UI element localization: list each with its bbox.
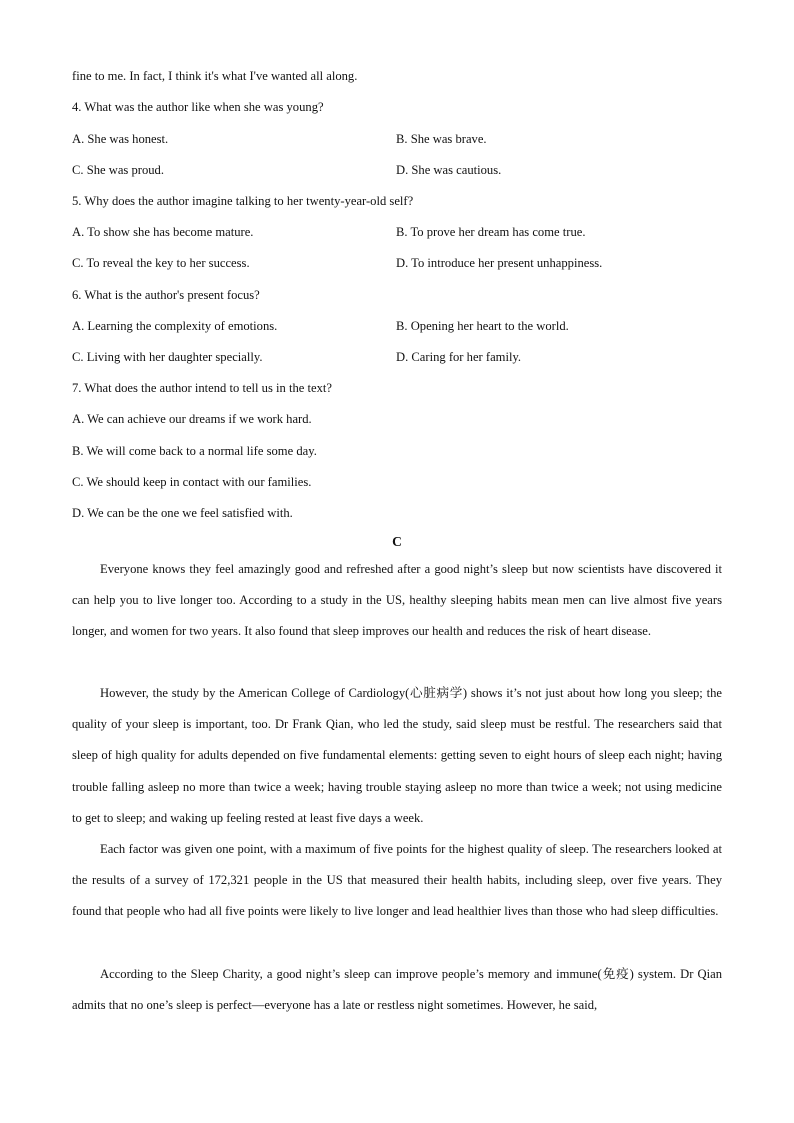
question-5-option-b: B. To prove her dream has come true. [396,225,586,239]
question-7-option-d: D. We can be the one we feel satisfied with. [72,506,293,520]
question-4-option-d: D. She was cautious. [396,163,502,177]
question-6-option-a: A. Learning the complexity of emotions. [72,319,278,333]
question-5-stem: 5. Why does the author imagine talking to her twenty-year-old self? [72,194,414,208]
passage-paragraph-4: According to the Sleep Charity, a good night’s sleep can improve people’s memory and immune(免疫) system. Dr Qian admits that no one’s sleep is perfect—everyone has a late or restless night sometimes. However, he said, [72,967,722,1013]
passage-paragraph-2: However, the study by the American College of Cardiology(心脏病学) shows it’s not just about how long you sleep; the quality of your sleep is important, too. Dr Frank Qian, who led the study, said sleep must be restful. The researchers said that sleep of high quality for adults depended on five fundamental elements: getting seven to eight hours of sleep each night; having trouble falling asleep no more than twice a week; having trouble staying asleep no more than twice a week; not using medicine to get to sleep; and waking up feeling rested at least five days a week. [72,686,722,825]
question-7-option-c: C. We should keep in contact with our families. [72,475,312,489]
section-heading: C [392,534,402,549]
question-5-option-d: D. To introduce her present unhappiness. [396,256,603,270]
passage-paragraph-3: Each factor was given one point, with a maximum of five points for the highest quality of sleep. The researchers looked at the results of a survey of 172,321 people in the US that measured their health habits, including sleep, over five years. They found that people who had all five points were likely to live longer and lead healthier lives than those who had sleep difficulties. [72,842,722,919]
question-6-option-d: D. Caring for her family. [396,350,522,364]
question-4-option-a: A. She was honest. [72,132,169,146]
question-4-option-b: B. She was brave. [396,132,487,146]
question-5-option-c: C. To reveal the key to her success. [72,256,250,270]
intro-line: fine to me. In fact, I think it's what I've wanted all along. [72,69,358,83]
question-6-stem: 6. What is the author's present focus? [72,288,260,302]
question-7-stem: 7. What does the author intend to tell us in the text? [72,381,332,395]
question-4-option-c: C. She was proud. [72,163,164,177]
passage-paragraph-1: Everyone knows they feel amazingly good and refreshed after a good night’s sleep but now scientists have discovered it can help you to live longer too. According to a study in the US, healthy sleeping habits mean men can live almost five years longer, and women for two years. It also found that sleep improves our health and reduces the risk of heart disease. [72,562,722,639]
question-6-option-c: C. Living with her daughter specially. [72,350,263,364]
question-7-option-a: A. We can achieve our dreams if we work hard. [72,412,312,426]
question-7-option-b: B. We will come back to a normal life some day. [72,444,317,458]
question-5-option-a: A. To show she has become mature. [72,225,254,239]
question-6-option-b: B. Opening her heart to the world. [396,319,569,333]
question-4-stem: 4. What was the author like when she was young? [72,100,324,114]
